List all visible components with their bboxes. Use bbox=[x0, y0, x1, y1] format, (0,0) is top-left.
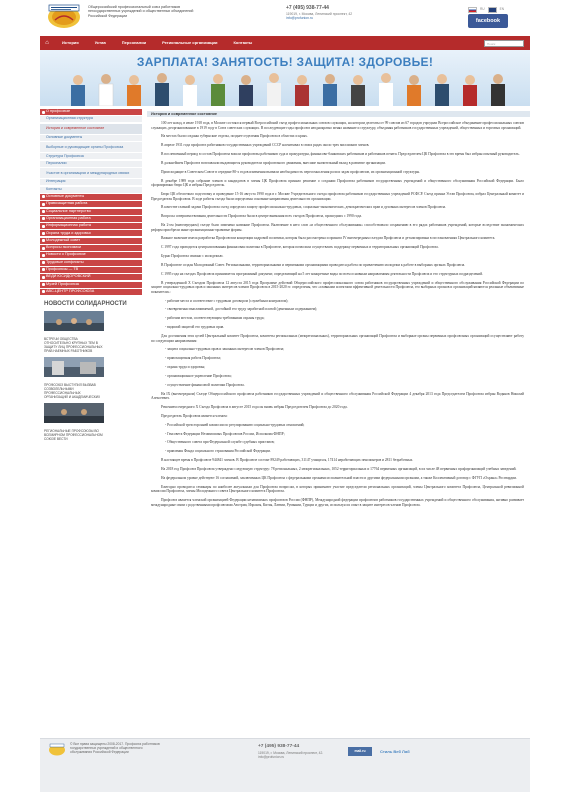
sidebar-item[interactable]: Молодежный совет bbox=[40, 238, 142, 244]
union-logo[interactable] bbox=[45, 2, 83, 30]
list-item: - Генсовета Федерации Независимых Профсоюзов России, Исполкома ФНПР; bbox=[165, 431, 285, 436]
sidebar bbox=[40, 109, 142, 445]
list-item: - организационное укрепление Профсоюза; bbox=[165, 373, 232, 378]
paragraph: С 1995 года на съездах Профсоюза принимается программный документ, определяющий на 5 лет конкретные виды по всем основным направлениям деятельности Профсоюза и его структурных подразделений. bbox=[161, 271, 484, 276]
worker-figures bbox=[71, 73, 505, 106]
news-caption[interactable]: РЕГИОНАЛЬНЫЕ ПРОФСОЮЗЫ ВО ВСЕМИРНОМ ПРОФЕССИОНАЛЬНОМ СОЮЗЕ ВЕСТИ bbox=[44, 428, 103, 441]
paragraph: В настоящее время в Профсоюзе 944841 членов. В Профсоюзе состоят 89249 работающих, 31147 учащихся, 17414 неработающих пенсионеров и 2811 безработных. bbox=[161, 458, 414, 463]
list-item: - видимой защитой его трудовых прав. bbox=[165, 325, 225, 330]
paragraph: В Профсоюзе создан Молодежный Совет. Региональными, территориальными и первичными организациями проводится работа по привлечению молодежи к работе в выборных органах Профсоюза. bbox=[161, 263, 466, 267]
sidebar-item[interactable]: Музей Профсоюза bbox=[40, 282, 142, 288]
hero-banner bbox=[40, 50, 530, 106]
sidebar-item[interactable]: Организационная работа bbox=[40, 216, 142, 222]
header-address bbox=[286, 12, 386, 20]
logo-text: Общероссийский профессиональный союз работников негосударственных учреждений и общественных объединений Российской Федерации bbox=[88, 5, 194, 18]
news-image[interactable] bbox=[44, 357, 104, 377]
banner-slogan: ЗАРПЛАТА! ЗАНЯТОСТЬ! ЗАЩИТА! ЗДОРОВЬЕ! bbox=[136, 55, 434, 69]
sidebar-item[interactable]: Основные документы bbox=[40, 194, 142, 200]
news-item[interactable] bbox=[44, 403, 104, 441]
paragraph: В утвержденной X Съездом Профсоюза 12 августа 2015 года Программе действий Общероссийского профессионального союза работников государственных учреждений и общественного обслуживания Российской Федерации по защите социально-трудовых прав и законных интересов членов Профсоюза в 2015-2020 гг. определены, что «главными аспектами эффективной деятельности Профсоюза, его выборных органов и организаций являются реальные объективные показатели»: bbox=[151, 280, 524, 294]
paragraph: В апреле 1931 года профсоюз работников государственных учреждений СССР насчитывал в своих рядах около трех миллионов членов. bbox=[161, 143, 370, 148]
sidebar-item[interactable]: История и современное состояние bbox=[40, 124, 142, 134]
sidebar-item[interactable]: Вопросы экономики bbox=[40, 245, 142, 251]
paragraph: На федеральном уровне действуют 16 соглашений, заключенных ЦК Профсоюза с федеральными органами исполнительной власти и другими федеральными органами, а также Коллективный договор с ФГУП «Охрана» Росгвардии. bbox=[161, 475, 517, 480]
paragraph: На 2-ом (внеочередном) съезде было изменено название Профсоюза. Включение в него слов «и общественного обслуживания» способствовало сохранению в его рядах работников учреждений, которые вследствие экономических реформ приобрели иные организационно-правовые формы. bbox=[151, 223, 524, 232]
paragraph: Для достижения этих целей Центральный комитет Профсоюза, комитеты региональных (межрегиональных), территориальных организаций Профсоюза и выборные органы первичных профсоюзных организаций осуществляют работу по следующим направлениям: bbox=[151, 334, 524, 343]
home-icon[interactable]: ⌂ bbox=[45, 40, 49, 46]
nav-history[interactable]: История bbox=[62, 40, 79, 45]
address-line: 119019, г. Москва, Ленинский проспект, 42 bbox=[286, 12, 353, 16]
paragraph: 100 лет назад, в июле 1918 года, в Москве состоялся первый Всероссийский съезд профессиональных союзов служащих, на котором делегаты от 99 союзов из 67 городов учредили Всероссийское объединение профессиональных союзов служащих, реорганизованное в 1919 году в Союз советских служащих. В последующие годы профсоюз неоднократно менял название и структуру, объединяя работников государственных учреждений, общественных и торговых организаций. bbox=[151, 121, 524, 130]
nav-contacts[interactable]: Контакты bbox=[233, 40, 253, 45]
workers-illustration bbox=[58, 70, 514, 106]
paragraph: На местах были созданы губернские отделы, позднее отделения Профсоюза в областях и краях. bbox=[161, 134, 308, 139]
list-item: - защита социально-трудовых прав и законных интересов членов Профсоюза; bbox=[165, 347, 285, 352]
list-item: - осуществление финансовой политики Профсоюза. bbox=[165, 382, 245, 387]
facebook-button[interactable]: facebook bbox=[468, 14, 508, 28]
list-item: - Общественного совета при Федеральной службе судебных приставов; bbox=[165, 440, 275, 445]
russian-flag-icon[interactable] bbox=[468, 7, 477, 13]
sidebar-item[interactable]: Информационная работа bbox=[40, 223, 142, 229]
news-item[interactable] bbox=[44, 357, 104, 399]
language-switcher bbox=[468, 7, 504, 13]
nav-persons[interactable]: Персоналии bbox=[121, 40, 147, 45]
paragraph: Важное значение имела разработка Профсоюзом концепции кадровой политики, которая была рассмотрена и принята IV внеочередным съездом Профсоюза и детализирована в постановлениях Центрального комитета. bbox=[161, 236, 496, 241]
sidebar-item[interactable]: ВЕДИ ЮСИДОРОВСКИЙ bbox=[40, 274, 142, 280]
paragraph: Бюро ЦК обеспечило подготовку и проведение 15-16 августа 1990 года в г. Москве Учредительного съезда профсоюза работников государственных учреждений РСФСР. Съезд принял Устав Профсоюза, избрал Центральный комитет и Председателя Профсоюза. В ходе работы съезда были определены основные направления деятельности организации. bbox=[151, 192, 524, 201]
paragraph: В декабре 1989 года собрание членов и кандидатов в члены ЦК Профсоюза приняло решение о создании Профсоюза работников государственных учреждений и общественного обслуживания Российской Федерации. Было сформировано бюро ЦК и избран Председатель. bbox=[151, 178, 524, 188]
list-item: - рабочим местом, соответствующим требованиям охраны труда; bbox=[165, 316, 265, 321]
sidebar-item[interactable]: АВС-ЦЕНТР ПРОФСОЮЗА bbox=[40, 289, 142, 295]
list-item: - охрана труда и здоровья; bbox=[165, 365, 206, 370]
search-input[interactable]: Поиск bbox=[484, 40, 524, 47]
paragraph: С 1997 года проводится централизованная финансовая политика в Профсоюзе, которая позволила осуществлять поддержку первичных и территориальных организаций Профсоюза. bbox=[161, 245, 439, 250]
nav-charter[interactable]: Устав bbox=[94, 40, 106, 45]
list-item: - правления Фонда социального страхования Российской Федерации. bbox=[165, 449, 272, 454]
list-item: - правозащитная работа Профсоюза; bbox=[165, 356, 221, 361]
paragraph: Профсоюз является членской организацией Федерации независимых профсоюзов России (ФНПР), Международной федерации профсоюзов работников государственных учреждений и общественного обслуживания, активно развивает международные связи с родственными профсоюзами Австрии, Израиля, Китая, Латвии, Румынии, Турции и других, используя их опыт в защите интересов членов Профсоюза. bbox=[151, 497, 524, 507]
lang-en[interactable]: EN bbox=[499, 7, 505, 11]
news-image[interactable] bbox=[44, 311, 104, 331]
list-item: - своевременно выплачиваемой, достойной его труду заработной платой (денежным содержанием); bbox=[165, 307, 318, 312]
developer-brand[interactable]: Стиль Веб Лаб bbox=[380, 749, 410, 754]
sidebar-item[interactable]: Организационная структура bbox=[40, 116, 142, 122]
news-caption[interactable]: ВСТРЕЧИ ОБЩЕСТВА ОТНОСИТЕЛЬНО КРУПНЫХ ТЕМ В ЗАЩИТУ ЛИЦ ПРОФЕССИОНАЛЬНЫХ ПРАВ НАЕМНЫХ РАБОТНИКОВ bbox=[44, 336, 103, 353]
page-title: История и современное состояние bbox=[147, 111, 530, 117]
footer-logo[interactable] bbox=[48, 742, 66, 756]
sidebar-menu bbox=[40, 109, 142, 295]
paragraph: В качестве главной задачи Профсоюза съезд определил защиту профессионально-трудовых, социально-экономических, демократических прав и духовных интересов членов Профсоюза. bbox=[161, 205, 447, 210]
list-item: - Российской трехсторонней комиссии по регулированию социально-трудовых отношений; bbox=[165, 422, 305, 427]
sidebar-item[interactable]: Участие в организациях и международных связях bbox=[40, 168, 142, 178]
sidebar-item[interactable]: Интеграция bbox=[40, 179, 142, 185]
list-item: - рабочие места и соответствие с трудовым договором (служебным контрактом); bbox=[165, 298, 289, 303]
mail-ru-counter-badge[interactable]: mail.ru bbox=[348, 747, 372, 756]
header-phone: +7 (495) 938-77-44 bbox=[286, 5, 329, 11]
paragraph: Вопросы совершенствования деятельности Профсоюза были в центре внимания всех съездов Профсоюза, прошедших с 1990 года. bbox=[161, 214, 362, 219]
paragraph: Бурно Профсоюза связано с молодежью. bbox=[161, 254, 224, 259]
sidebar-item[interactable]: Структура Профсоюза bbox=[40, 153, 142, 159]
email-link[interactable]: info@profunion.ru bbox=[286, 16, 314, 21]
paragraph: Ежегодно проводятся семинары по наиболее актуальным для Профсоюза вопросам, в которых принимают участие председатели региональных организаций, члены Центрального комитета Профсоюза, Центральной ревизионной комиссии Профсоюза, члены Молодежного совета Центрального комитета Профсоюза. bbox=[151, 484, 524, 494]
paragraph: На IX (внеочередном) Съезде Общероссийского профсоюза работников государственных учреждений и общественного обслуживания Российской Федерации 4 декабря 2013 года Председателем Профсоюза избран Водянов Николай Алексеевич. bbox=[151, 391, 524, 401]
sidebar-item[interactable]: Охрана труда и здоровья bbox=[40, 230, 142, 236]
page bbox=[40, 0, 530, 791]
paragraph: Председатель Профсоюза является членом: bbox=[161, 413, 228, 418]
main-content bbox=[147, 111, 530, 738]
article-body bbox=[147, 121, 530, 507]
news-heading: НОВОСТИ СОЛИДАРНОСТИ bbox=[44, 300, 127, 307]
paragraph: В дальнейшем Профсоюз возглавляли выдающиеся руководители профсоюзного движения, внесшие значительный вклад в развитие организации. bbox=[161, 160, 386, 165]
sidebar-item[interactable]: Новости о Профсоюзе bbox=[40, 252, 142, 258]
footer-phone: +7 (495) 938-77-44 bbox=[258, 744, 300, 749]
uk-flag-icon[interactable] bbox=[488, 7, 497, 13]
nav-regional[interactable]: Региональные организации bbox=[162, 40, 218, 45]
footer-address: 119019, г. Москва, Ленинский проспект, 42. info@profunion.ru bbox=[258, 751, 324, 760]
sidebar-item[interactable]: Персоналии bbox=[40, 161, 142, 167]
site-footer bbox=[40, 738, 530, 792]
main-nav bbox=[40, 36, 530, 50]
sidebar-item[interactable]: Основные документы bbox=[40, 135, 142, 141]
sidebar-item[interactable]: Социальное партнерство bbox=[40, 209, 142, 215]
paragraph: Решением очередного X Съезда Профсоюза в августе 2015 года он вновь избран Председателем Профсоюза до 2020 года. bbox=[161, 405, 348, 409]
paragraph: На 2018 год Профсоюз Профсоюза утверждено следующую структуру: 78 региональных, 2 межрегиональных, 1052 территориальных и 17764 первичных организаций, в их числе 48 первичных профорганизаций учебных заведений. bbox=[161, 466, 517, 471]
sidebar-item[interactable]: О профсоюзе bbox=[40, 109, 142, 115]
news-image[interactable] bbox=[44, 403, 104, 423]
footer-copyright: © Все права защищены 2008-2017. Профсоюз работников государственных учреждений и общественного обслуживания Российской Федерации bbox=[70, 742, 160, 755]
sidebar-item[interactable]: Контакты bbox=[40, 187, 142, 193]
lang-ru[interactable]: RU bbox=[480, 7, 485, 11]
paragraph: В послевоенный период в состав Профсоюза вошли профсоюзы работников суда и прокуратуры, финансово-банковских работников и работников печати. Председателем ЦК Профсоюза в это время был избран опытный руководитель. bbox=[161, 152, 520, 157]
sidebar-item[interactable]: Выборные и руководящие органы Профсоюза bbox=[40, 142, 142, 152]
sidebar-item[interactable]: Трудовые конфликты bbox=[40, 260, 142, 266]
news-item[interactable] bbox=[44, 311, 104, 353]
sidebar-item[interactable]: Профсоюзы — ТВ bbox=[40, 267, 142, 273]
paragraph: Происходящие в Советском Союзе в середине 80-х годов изменения вызвали необходимость переосмысления роли и задач профсоюзов, их организационной структуры. bbox=[161, 169, 420, 174]
news-caption[interactable]: ПРОФСОЮЗ ВЫСТУПИЛ ВЫЗВАВ СОЗВОЛЕЛЬНЫМИ ПРОФЕССИОНАЛЬНЫХ ОРГАНИЗАЦИЙ И АКАДЕМИЧЕСКИХ bbox=[44, 382, 101, 399]
site-header bbox=[40, 0, 530, 34]
sidebar-item[interactable]: Правозащитная работа bbox=[40, 201, 142, 207]
